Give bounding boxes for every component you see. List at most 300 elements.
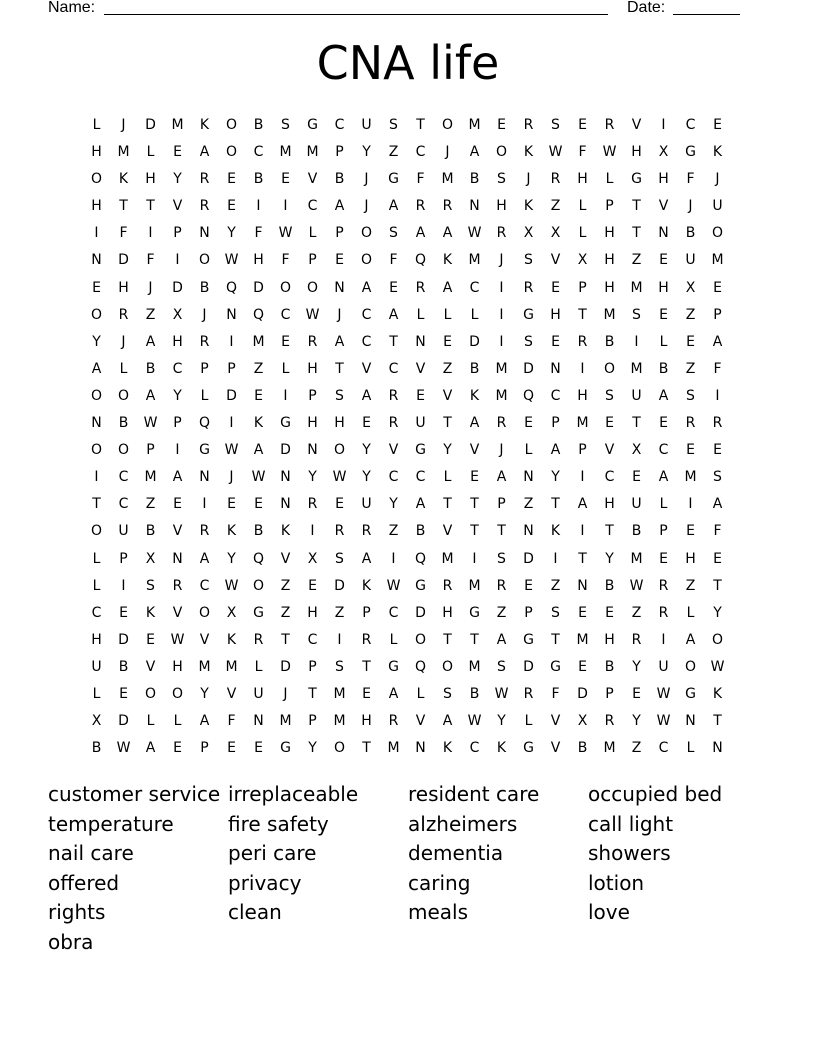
grid-letter: A — [388, 306, 399, 323]
grid-letter: W — [305, 306, 320, 323]
grid-letter: N — [172, 550, 183, 567]
grid-letter: V — [469, 442, 480, 459]
grid-letter: V — [415, 713, 426, 730]
grid-letter: A — [334, 333, 345, 350]
grid-letter: M — [279, 713, 292, 730]
grid-letter: L — [173, 713, 182, 730]
grid-letter: E — [578, 658, 587, 675]
grid-letter: G — [388, 171, 399, 188]
grid-letter: L — [146, 713, 155, 730]
grid-letter: P — [119, 550, 128, 567]
grid-letter: V — [550, 740, 561, 757]
grid-letter: E — [470, 469, 479, 486]
grid-letter: A — [91, 360, 102, 377]
grid-letter: B — [118, 415, 129, 432]
grid-letter: X — [577, 252, 588, 269]
grid-letter: V — [172, 198, 183, 215]
grid-letter: T — [551, 496, 560, 513]
grid-letter: L — [254, 658, 263, 675]
grid-letter: B — [604, 333, 615, 350]
grid-letter: O — [171, 685, 184, 702]
grid-letter: Z — [145, 306, 156, 323]
grid-letter: E — [632, 685, 641, 702]
grid-letter: R — [388, 415, 399, 432]
grid-letter: W — [386, 577, 401, 594]
grid-letter: X — [307, 550, 318, 567]
grid-letter: L — [470, 306, 479, 323]
grid-letter: J — [715, 171, 720, 188]
grid-letter: I — [256, 198, 261, 215]
grid-letter: R — [550, 171, 561, 188]
grid-letter: I — [337, 631, 342, 648]
grid-letter: J — [121, 117, 126, 133]
word-list-item: alzheimers — [408, 811, 518, 836]
grid-letter: Z — [550, 198, 561, 215]
grid-letter: E — [686, 442, 695, 459]
grid-letter: A — [145, 740, 156, 757]
grid-letter: T — [443, 496, 452, 513]
grid-letter: M — [198, 658, 211, 675]
grid-letter: W — [278, 225, 293, 242]
grid-letter: I — [688, 496, 693, 513]
grid-letter: Z — [631, 604, 642, 621]
grid-letter: M — [495, 360, 508, 377]
grid-letter: I — [121, 577, 126, 594]
grid-letter: T — [146, 198, 155, 215]
grid-letter: E — [119, 604, 128, 621]
grid-letter: R — [604, 713, 615, 730]
grid-letter: F — [713, 360, 722, 377]
grid-letter: Y — [362, 442, 371, 459]
grid-letter: P — [578, 279, 587, 296]
grid-letter: E — [713, 117, 722, 133]
grid-letter: E — [578, 117, 587, 133]
grid-letter: O — [711, 631, 724, 648]
grid-letter: S — [497, 171, 506, 188]
grid-letter: P — [335, 144, 344, 161]
grid-letter: K — [199, 117, 210, 133]
grid-letter: F — [146, 252, 155, 269]
grid-letter: X — [631, 442, 642, 459]
grid-letter: H — [307, 415, 318, 432]
grid-letter: I — [499, 333, 504, 350]
grid-letter: D — [226, 387, 237, 404]
grid-letter: R — [307, 496, 318, 513]
grid-letter: J — [499, 442, 504, 459]
grid-letter: R — [442, 198, 453, 215]
grid-letter: O — [333, 740, 346, 757]
grid-letter: D — [469, 333, 480, 350]
grid-letter: A — [712, 496, 723, 513]
grid-letter: A — [496, 631, 507, 648]
grid-letter: T — [632, 198, 641, 215]
grid-letter: I — [580, 469, 585, 486]
grid-letter: L — [389, 631, 398, 648]
grid-letter: R — [388, 387, 399, 404]
grid-letter: D — [523, 658, 534, 675]
grid-letter: N — [199, 225, 210, 242]
grid-letter: T — [416, 117, 425, 133]
grid-letter: E — [227, 171, 236, 188]
grid-letter: R — [199, 333, 210, 350]
grid-letter: T — [389, 333, 398, 350]
grid-letter: R — [496, 415, 507, 432]
grid-letter: G — [523, 631, 534, 648]
grid-letter: O — [306, 279, 319, 296]
grid-letter: W — [467, 225, 482, 242]
grid-letter: F — [578, 144, 587, 161]
grid-letter: U — [118, 523, 129, 540]
grid-letter: T — [362, 740, 371, 757]
grid-letter: N — [280, 496, 291, 513]
grid-letter: D — [253, 279, 264, 296]
grid-letter: C — [172, 360, 183, 377]
grid-letter: L — [578, 198, 587, 215]
grid-letter: D — [118, 631, 129, 648]
grid-letter: O — [360, 225, 373, 242]
grid-letter: A — [442, 225, 453, 242]
grid-letter: Z — [685, 306, 696, 323]
grid-letter: C — [280, 306, 291, 323]
grid-letter: G — [685, 144, 696, 161]
grid-letter: Y — [308, 740, 317, 757]
grid-letter: S — [497, 658, 506, 675]
grid-letter: P — [227, 360, 236, 377]
grid-letter: Q — [522, 387, 535, 404]
grid-letter: O — [711, 225, 724, 242]
grid-letter: I — [715, 387, 720, 404]
grid-letter: E — [605, 604, 614, 621]
grid-letter: N — [307, 442, 318, 459]
grid-letter: A — [145, 387, 156, 404]
grid-letter: C — [307, 198, 318, 215]
grid-letter: K — [361, 577, 372, 594]
grid-letter: E — [524, 577, 533, 594]
date-blank-line — [673, 14, 740, 15]
grid-letter: Q — [225, 279, 238, 296]
grid-letter: B — [145, 523, 156, 540]
grid-letter: A — [685, 631, 696, 648]
grid-letter: L — [92, 550, 101, 567]
grid-letter: E — [227, 740, 236, 757]
grid-letter: M — [630, 360, 643, 377]
grid-letter: P — [146, 442, 155, 459]
grid-letter: D — [118, 252, 129, 269]
grid-letter: I — [229, 415, 234, 432]
grid-letter: W — [467, 713, 482, 730]
grid-letter: H — [118, 279, 129, 296]
grid-letter: M — [225, 658, 238, 675]
grid-letter: Y — [632, 658, 641, 675]
grid-letter: E — [146, 631, 155, 648]
grid-letter: E — [92, 279, 101, 296]
word-list-item: privacy — [228, 870, 302, 895]
grid-letter: E — [632, 469, 641, 486]
grid-letter: I — [229, 333, 234, 350]
grid-letter: H — [442, 604, 453, 621]
grid-letter: S — [524, 333, 533, 350]
grid-letter: V — [631, 117, 642, 133]
grid-letter: F — [119, 225, 128, 242]
grid-letter: X — [658, 144, 669, 161]
grid-letter: H — [550, 306, 561, 323]
grid-letter: E — [524, 415, 533, 432]
grid-letter: A — [442, 279, 453, 296]
grid-letter: V — [172, 523, 183, 540]
grid-letter: Q — [198, 415, 211, 432]
grid-letter: C — [307, 631, 318, 648]
grid-letter: V — [145, 658, 156, 675]
grid-letter: O — [90, 523, 103, 540]
grid-letter: E — [686, 333, 695, 350]
grid-letter: A — [361, 279, 372, 296]
grid-letter: I — [310, 523, 315, 540]
grid-letter: B — [253, 117, 264, 133]
grid-letter: M — [603, 740, 616, 757]
word-list-item: clean — [228, 900, 282, 925]
worksheet-header — [48, 0, 748, 20]
grid-letter: M — [306, 144, 319, 161]
grid-letter: H — [604, 225, 615, 242]
grid-letter: M — [468, 252, 481, 269]
grid-letter: M — [630, 550, 643, 567]
grid-letter: U — [631, 496, 642, 513]
grid-letter: H — [145, 171, 156, 188]
word-list-item: dementia — [408, 841, 504, 866]
word-list-item: lotion — [588, 870, 645, 895]
grid-letter: J — [364, 171, 369, 188]
grid-letter: W — [224, 577, 239, 594]
grid-letter: V — [442, 523, 453, 540]
grid-letter: T — [551, 631, 560, 648]
grid-letter: H — [604, 496, 615, 513]
grid-letter: B — [658, 360, 669, 377]
grid-letter: J — [364, 198, 369, 215]
word-list — [48, 780, 768, 958]
grid-letter: G — [550, 658, 561, 675]
grid-letter: Y — [497, 713, 506, 730]
grid-letter: Z — [145, 496, 156, 513]
grid-letter: H — [361, 713, 372, 730]
grid-letter: S — [551, 604, 560, 621]
grid-letter: L — [443, 469, 452, 486]
grid-letter: B — [253, 523, 264, 540]
grid-letter: Y — [605, 550, 614, 567]
grid-letter: W — [143, 415, 158, 432]
grid-letter: J — [337, 306, 342, 323]
grid-letter: S — [335, 387, 344, 404]
grid-letter: K — [523, 198, 534, 215]
grid-letter: B — [469, 360, 480, 377]
grid-letter: P — [200, 360, 209, 377]
grid-letter: E — [227, 198, 236, 215]
grid-letter: C — [118, 469, 129, 486]
grid-letter: W — [548, 144, 563, 161]
grid-letter: R — [712, 415, 723, 432]
grid-letter: Q — [414, 550, 427, 567]
grid-letter: B — [469, 171, 480, 188]
grid-letter: H — [604, 252, 615, 269]
grid-letter: D — [523, 360, 534, 377]
grid-letter: U — [712, 198, 723, 215]
grid-letter: A — [388, 685, 399, 702]
grid-letter: A — [172, 469, 183, 486]
grid-letter: G — [415, 442, 426, 459]
grid-letter: V — [388, 442, 399, 459]
grid-letter: I — [283, 387, 288, 404]
grid-letter: A — [469, 415, 480, 432]
grid-letter: R — [199, 171, 210, 188]
grid-letter: E — [443, 333, 452, 350]
grid-letter: R — [523, 279, 534, 296]
grid-letter: Y — [443, 442, 452, 459]
grid-letter: Q — [414, 658, 427, 675]
grid-letter: J — [499, 252, 504, 269]
grid-letter: Q — [414, 252, 427, 269]
grid-letter: R — [118, 306, 129, 323]
grid-letter: N — [550, 360, 561, 377]
word-list-item: love — [588, 900, 630, 925]
grid-letter: E — [578, 604, 587, 621]
grid-letter: I — [202, 496, 207, 513]
grid-letter: I — [634, 333, 639, 350]
grid-letter: I — [499, 279, 504, 296]
grid-letter: I — [580, 360, 585, 377]
puzzle-title: CNA life — [316, 36, 500, 90]
grid-letter: L — [146, 144, 155, 161]
grid-letter: N — [280, 469, 291, 486]
grid-letter: M — [171, 117, 184, 133]
word-list-item: irreplaceable — [228, 782, 359, 806]
grid-letter: X — [91, 713, 102, 730]
grid-letter: T — [632, 415, 641, 432]
grid-letter: P — [362, 604, 371, 621]
grid-letter: E — [308, 577, 317, 594]
grid-letter: E — [659, 550, 668, 567]
grid-letter: A — [415, 496, 426, 513]
grid-letter: N — [523, 469, 534, 486]
grid-letter: D — [280, 658, 291, 675]
grid-letter: Y — [173, 387, 182, 404]
grid-letter: C — [604, 469, 615, 486]
grid-letter: M — [468, 577, 481, 594]
grid-letter: R — [523, 117, 534, 133]
grid-letter: Y — [173, 171, 182, 188]
grid-letter: N — [415, 740, 426, 757]
grid-letter: R — [415, 279, 426, 296]
grid-letter: O — [360, 252, 373, 269]
grid-letter: B — [253, 171, 264, 188]
grid-letter: V — [199, 631, 210, 648]
grid-letter: N — [91, 252, 102, 269]
grid-letter: A — [658, 469, 669, 486]
grid-letter: E — [173, 740, 182, 757]
grid-letter: O — [495, 144, 508, 161]
grid-letter: M — [468, 117, 481, 133]
grid-letter: A — [712, 333, 723, 350]
grid-letter: W — [332, 469, 347, 486]
grid-letter: O — [198, 252, 211, 269]
grid-letter: B — [577, 740, 588, 757]
grid-letter: E — [659, 252, 668, 269]
grid-letter: E — [659, 306, 668, 323]
grid-letter: O — [90, 442, 103, 459]
grid-letter: R — [172, 577, 183, 594]
grid-letter: D — [145, 117, 156, 133]
grid-letter: Z — [334, 604, 345, 621]
grid-letter: W — [116, 740, 131, 757]
grid-letter: C — [388, 360, 399, 377]
grid-letter: Z — [280, 604, 291, 621]
grid-letter: K — [442, 252, 453, 269]
grid-letter: S — [281, 117, 290, 133]
grid-letter: E — [713, 279, 722, 296]
grid-letter: K — [118, 171, 129, 188]
word-list-item: nail care — [48, 841, 134, 866]
grid-letter: B — [604, 577, 615, 594]
grid-letter: Y — [362, 469, 371, 486]
grid-letter: V — [442, 387, 453, 404]
grid-letter: H — [658, 171, 669, 188]
grid-letter: H — [577, 171, 588, 188]
grid-letter: E — [335, 252, 344, 269]
grid-letter: S — [713, 469, 722, 486]
grid-letter: C — [334, 117, 345, 133]
grid-letter: I — [661, 631, 666, 648]
grid-letter: O — [90, 387, 103, 404]
grid-letter: B — [631, 523, 642, 540]
grid-letter: L — [119, 360, 128, 377]
grid-letter: Y — [92, 333, 101, 350]
grid-letter: O — [225, 117, 238, 133]
grid-letter: A — [361, 387, 372, 404]
grid-letter: C — [253, 144, 264, 161]
grid-letter: L — [659, 496, 668, 513]
word-list-item: meals — [408, 900, 469, 925]
grid-letter: P — [308, 713, 317, 730]
grid-letter: F — [227, 713, 236, 730]
grid-letter: A — [199, 713, 210, 730]
grid-letter: S — [686, 387, 695, 404]
grid-letter: I — [391, 550, 396, 567]
grid-letter: R — [631, 631, 642, 648]
grid-letter: K — [253, 415, 264, 432]
grid-letter: Y — [308, 469, 317, 486]
grid-letter: V — [280, 550, 291, 567]
grid-letter: G — [253, 604, 264, 621]
grid-letter: M — [711, 252, 724, 269]
word-list-item: showers — [588, 841, 671, 866]
grid-letter: E — [416, 387, 425, 404]
grid-letter: L — [659, 333, 668, 350]
grid-letter: C — [550, 387, 561, 404]
grid-letter: R — [577, 333, 588, 350]
grid-letter: Z — [631, 740, 642, 757]
word-list-item: temperature — [48, 811, 174, 836]
grid-letter: A — [550, 442, 561, 459]
grid-letter: I — [94, 469, 99, 486]
grid-letter: T — [443, 631, 452, 648]
grid-letter: W — [224, 252, 239, 269]
grid-letter: R — [388, 713, 399, 730]
grid-letter: H — [91, 198, 102, 215]
grid-letter: T — [470, 523, 479, 540]
grid-letter: I — [283, 198, 288, 215]
grid-letter: H — [253, 252, 264, 269]
grid-letter: M — [630, 279, 643, 296]
grid-letter: N — [91, 415, 102, 432]
grid-letter: T — [119, 198, 128, 215]
